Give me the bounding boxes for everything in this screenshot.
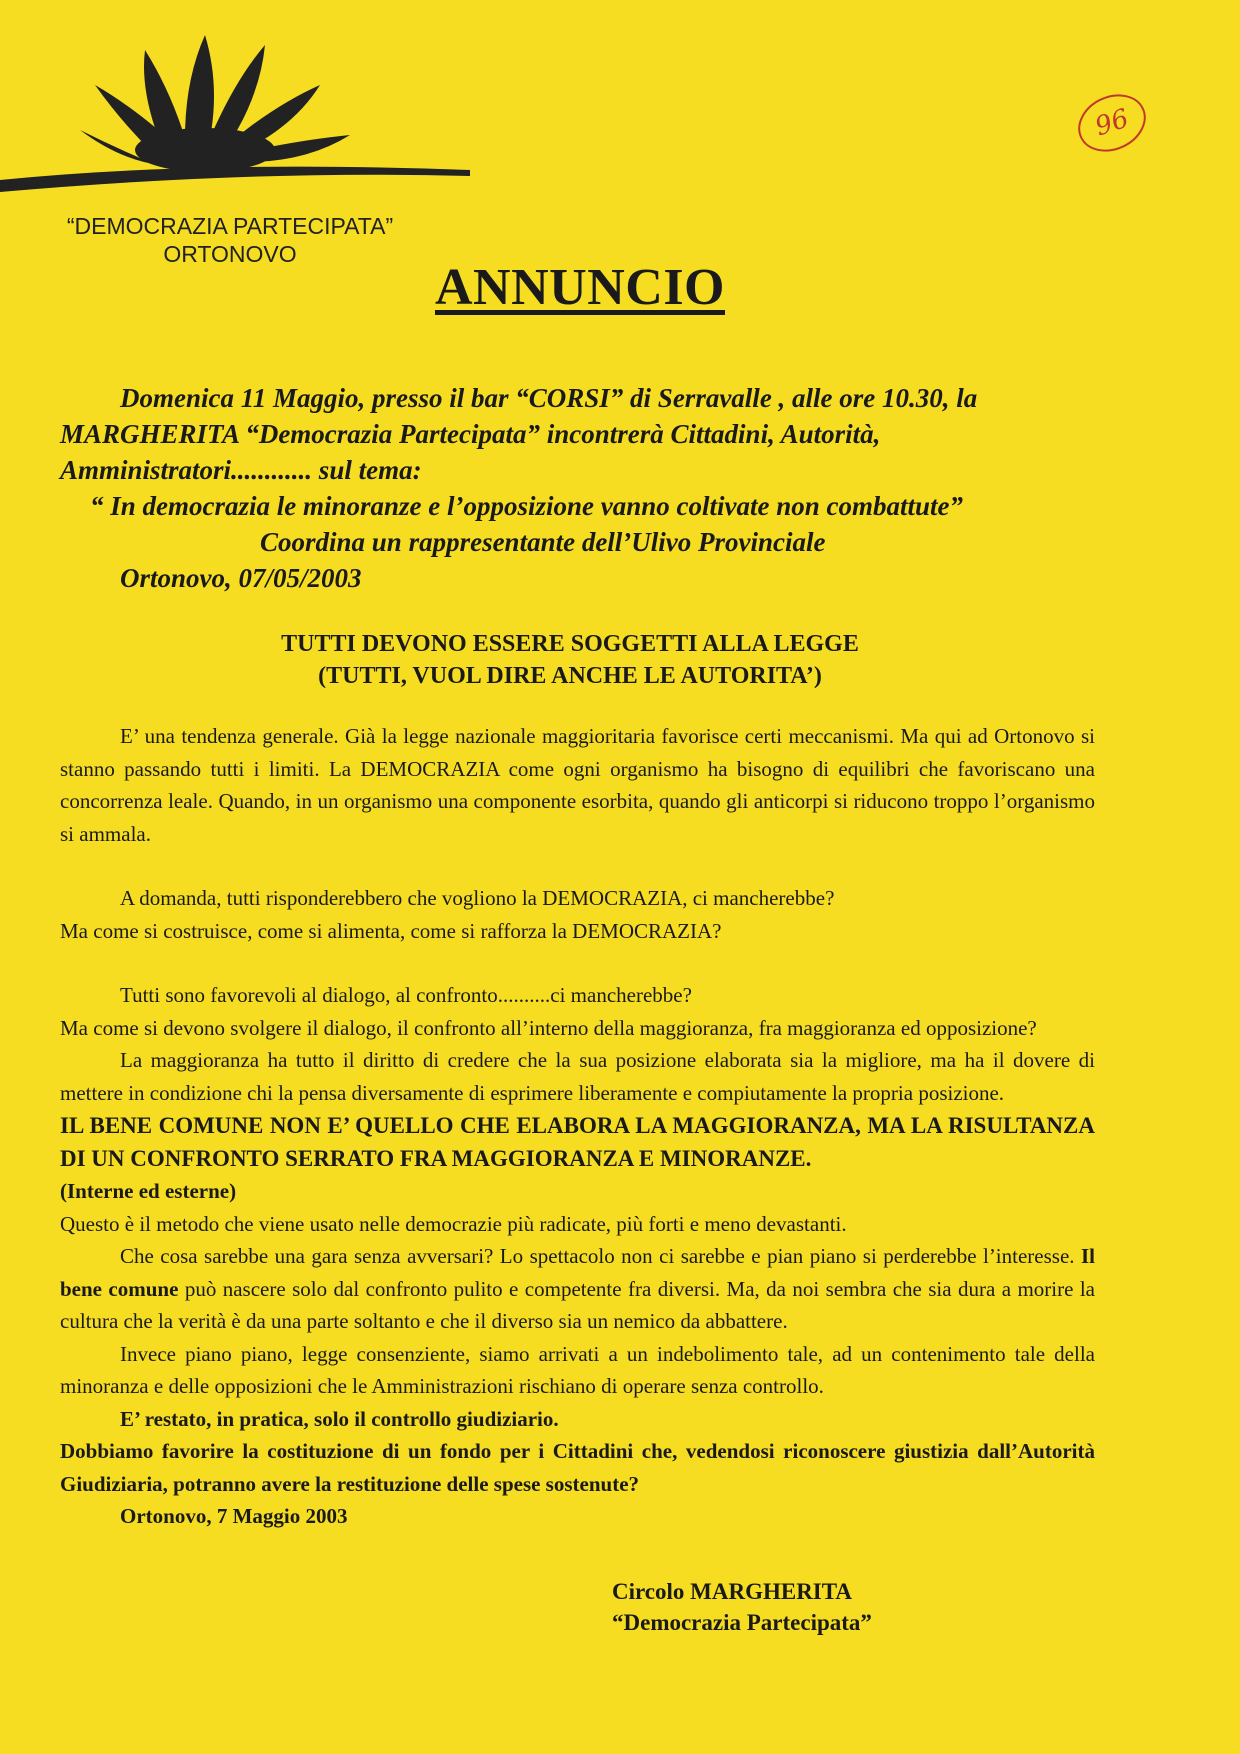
section-heading-line2: (TUTTI, VUOL DIRE ANCHE LE AUTORITA’) xyxy=(318,663,822,689)
emphasis-note: (Interne ed esterne) xyxy=(60,1179,237,1203)
announcement-date: Ortonovo, 07/05/2003 xyxy=(120,563,362,593)
paragraph: La maggioranza ha tutto il diritto di credere che la sua posizione elaborata sia la migliore, ma ha il dovere di mettere in condizione chi la pensa diversamente di esprimere liberamente e compiutamente la propria posizione. xyxy=(60,1048,1095,1105)
paragraph xyxy=(60,1240,1095,1338)
signature-line2: “Democrazia Partecipata” xyxy=(612,1610,872,1635)
paragraph-text: può nascere solo dal confronto pulito e competente fra diversi. Ma, da noi sembra che sia dura a morire la cultura che la verità è da una parte soltanto e che il diverso sia un nemico da abbattere. xyxy=(60,1276,1095,1333)
page-number-stamp xyxy=(1074,90,1150,156)
page-title: ANNUNCIO xyxy=(435,259,725,316)
daisy-logo-icon xyxy=(0,10,480,195)
section-heading-line1: TUTTI DEVONO ESSERE SOGGETTI ALLA LEGGE xyxy=(281,631,859,657)
paragraph: Tutti sono favorevoli al dialogo, al confronto..........ci mancherebbe? xyxy=(120,983,692,1007)
organization-town: ORTONOVO xyxy=(163,241,297,267)
announcement-text: Domenica 11 Maggio, presso il bar “CORSI” di Serravalle , alle ore 10.30, la MARGHERITA “Democrazia Partecipata” incontrerà Cittadini, Autorità, Amministratori............ sul tema: xyxy=(60,383,978,485)
closing-date: Ortonovo, 7 Maggio 2003 xyxy=(120,1504,348,1528)
document-body xyxy=(60,720,1095,1533)
section-heading xyxy=(200,628,940,692)
paragraph: Invece piano piano, legge consenziente, siamo arrivati a un indebolimento tale, ad un contenimento tale della minoranza e delle opposizioni che le Amministrazioni rischiano di operare senza controllo. xyxy=(60,1341,1095,1398)
signature-line1: Circolo MARGHERITA xyxy=(612,1579,852,1604)
emphasis-paragraph: Dobbiamo favorire la costituzione di un fondo per i Cittadini che, vedendosi riconoscere giustizia dall’Autorità Giudiziaria, potranno avere la restituzione delle spese sostenute? xyxy=(60,1439,1095,1496)
paragraph-text: Che cosa sarebbe una gara senza avversari? Lo spettacolo non ci sarebbe e pian piano si perderebbe l’interesse. xyxy=(120,1244,1075,1268)
emphasis-paragraph: E’ restato, in pratica, solo il controllo giudiziario. xyxy=(120,1406,559,1431)
bold-phrase: Il bene comune xyxy=(60,1244,1095,1301)
announcement-quote: “ In democrazia le minoranze e l’opposizione vanno coltivate non combattute” xyxy=(90,491,964,521)
paragraph: Ma come si devono svolgere il dialogo, il confronto all’interno della maggioranza, fra maggioranza ed opposizione? xyxy=(60,1015,1037,1040)
paragraph: E’ una tendenza generale. Già la legge nazionale maggioritaria favorisce certi meccanismi. Ma qui ad Ortonovo si stanno passando tutti i limiti. La DEMOCRAZIA come ogni organismo ha bisogno di equilibri che favoriscano una concorrenza leale. Quando, in un organismo una componente esorbita, quando gli anticorpi si riducono troppo l’organismo si ammala. xyxy=(60,724,1095,846)
organization-name: “DEMOCRAZIA PARTECIPATA” xyxy=(66,213,394,239)
announcement xyxy=(60,380,1090,596)
announcement-coordinator: Coordina un rappresentante dell’Ulivo Provinciale xyxy=(260,527,826,557)
paragraph: Questo è il metodo che viene usato nelle democrazie più radicate, più forti e meno devastanti. xyxy=(60,1211,847,1236)
paragraph: A domanda, tutti risponderebbero che vogliono la DEMOCRAZIA, ci mancherebbe? xyxy=(120,886,835,910)
stamp-number: 96 xyxy=(1091,103,1133,143)
organization-block xyxy=(30,212,430,268)
paragraph: Ma come si costruisce, come si alimenta, come si rafforza la DEMOCRAZIA? xyxy=(60,918,722,943)
signature-block xyxy=(612,1576,1112,1638)
emphasis-paragraph: IL BENE COMUNE NON E’ QUELLO CHE ELABORA LA MAGGIORANZA, MA LA RISULTANZA DI UN CONFRONTO SERRATO FRA MAGGIORANZA E MINORANZE. xyxy=(60,1113,1095,1171)
